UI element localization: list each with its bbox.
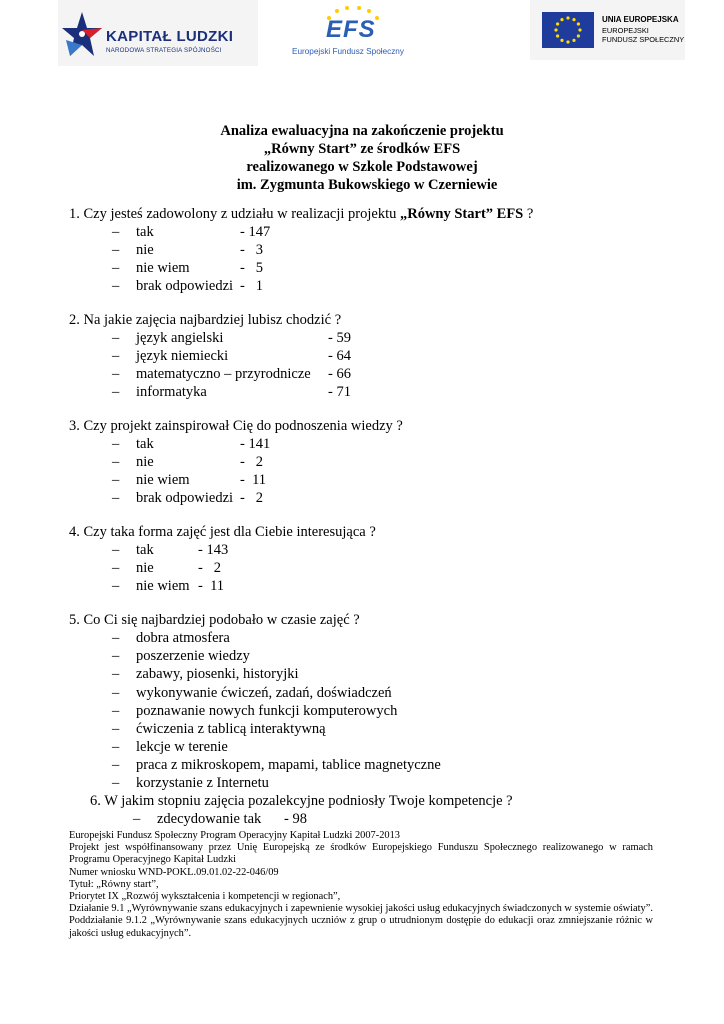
document-title: [0, 122, 724, 194]
list-dash: –: [112, 278, 120, 294]
eu-name: UNIA EUROPEJSKA: [602, 15, 679, 24]
answer-count: - 141: [240, 436, 271, 452]
answer-label: język niemiecki: [136, 348, 229, 364]
eu-fund-line2: FUNDUSZ SPOŁECZNY: [602, 35, 685, 44]
answer-label: nie wiem: [136, 472, 190, 488]
eu-flag-icon: [542, 12, 594, 48]
answer-label: dobra atmosfera: [136, 630, 230, 646]
question-1: [69, 205, 533, 223]
question-3: 3. Czy projekt zainspirował Cię do podnoszenia wiedzy ?: [69, 418, 403, 434]
list-dash: –: [112, 648, 120, 664]
answer-label: poznawanie nowych funkcji komputerowych: [136, 703, 398, 719]
answer-label: korzystanie z Internetu: [136, 775, 269, 791]
answer-count: - 2: [198, 560, 221, 576]
answer-label: nie wiem: [136, 260, 190, 276]
list-dash: –: [112, 542, 120, 558]
answer-label: ćwiczenia z tablicą interaktywną: [136, 721, 326, 737]
answer-label: tak: [136, 436, 154, 452]
question-mark: ?: [523, 206, 534, 222]
answer-count: - 147: [240, 224, 271, 240]
list-dash: –: [112, 775, 120, 791]
answer-label: tak: [136, 224, 154, 240]
answer-count: - 11: [240, 472, 267, 488]
list-dash: –: [112, 366, 120, 382]
efs-wordmark: EFS: [326, 16, 376, 43]
answer-label: nie: [136, 242, 154, 258]
list-dash: –: [112, 436, 120, 452]
list-dash: –: [112, 224, 120, 240]
answer-count: - 2: [240, 454, 263, 470]
kapital-ludzki-star-icon: [62, 10, 102, 60]
eu-fund-line1: EUROPEJSKI: [602, 26, 649, 35]
list-dash: –: [112, 348, 120, 364]
efs-subtitle: Europejski Fundusz Społeczny: [292, 47, 404, 56]
question-2: 2. Na jakie zajęcia najbardziej lubisz chodzić ?: [69, 312, 342, 328]
answer-count: - 2: [240, 490, 263, 506]
footer-line: Działanie 9.1 „Wyrównywanie szans edukacyjnych i zapewnienie wysokiej jakości usług edukacyjnych świadczonych w systemie oświaty”.: [69, 903, 653, 915]
answer-count: - 11: [198, 578, 225, 594]
answer-label: nie: [136, 560, 154, 576]
list-dash: –: [112, 739, 120, 755]
answer-label: zabawy, piosenki, historyjki: [136, 666, 299, 682]
title-line-3: realizowanego w Szkole Podstawowej: [246, 159, 478, 175]
question-4: 4. Czy taka forma zajęć jest dla Ciebie interesująca ?: [69, 524, 376, 540]
answer-label: nie: [136, 454, 154, 470]
list-dash: –: [112, 666, 120, 682]
list-dash: –: [133, 811, 141, 827]
list-dash: –: [112, 454, 120, 470]
answer-label: poszerzenie wiedzy: [136, 648, 250, 664]
efs-logo: [290, 0, 415, 60]
answer-count: - 64: [328, 348, 351, 364]
answer-label: zdecydowanie tak: [157, 811, 262, 827]
answer-count: - 59: [328, 330, 351, 346]
answer-label: brak odpowiedzi: [136, 490, 234, 506]
list-dash: –: [112, 490, 120, 506]
kapital-ludzki-subtitle: NARODOWA STRATEGIA SPÓJNOŚCI: [106, 47, 222, 54]
kapital-ludzki-brand: KAPITAŁ LUDZKI: [106, 28, 234, 45]
list-dash: –: [112, 560, 120, 576]
eu-logo: [530, 0, 685, 60]
list-dash: –: [112, 578, 120, 594]
answer-label: język angielski: [136, 330, 224, 346]
answer-label: brak odpowiedzi: [136, 278, 234, 294]
list-dash: –: [112, 384, 120, 400]
list-dash: –: [112, 330, 120, 346]
list-dash: –: [112, 260, 120, 276]
footer: [69, 830, 653, 940]
question-6: 6. W jakim stopniu zajęcia pozalekcyjne podniosły Twoje kompetencje ?: [90, 793, 513, 809]
footer-line: Priorytet IX „Rozwój wykształcenia i kompetencji w regionach”,: [69, 891, 341, 903]
answer-count: - 143: [198, 542, 229, 558]
question-5: 5. Co Ci się najbardziej podobało w czasie zajęć ?: [69, 612, 360, 628]
answer-count: - 98: [284, 811, 307, 827]
answer-count: - 66: [328, 366, 351, 382]
footer-line: Numer wniosku WND-POKL.09.01.02-22-046/09: [69, 866, 279, 878]
answer-label: wykonywanie ćwiczeń, zadań, doświadczeń: [136, 685, 392, 701]
answer-label: matematyczno – przyrodnicze: [136, 366, 311, 382]
answer-count: - 71: [328, 384, 351, 400]
title-line-4: im. Zygmunta Bukowskiego w Czerniewie: [236, 177, 498, 193]
title-line-2: „Równy Start” ze środków EFS: [263, 141, 461, 157]
answer-count: - 1: [240, 278, 263, 294]
answer-count: - 3: [240, 242, 263, 258]
answer-count: - 5: [240, 260, 263, 276]
answer-label: lekcje w terenie: [136, 739, 228, 755]
footer-line: Poddziałanie 9.1.2 „Wyrównywanie szans edukacyjnych uczniów z grup o utrudnionym dostępie do edukacji oraz zmniejszanie różnic w jakości usług edukacyjnych”.: [69, 915, 653, 939]
question-project-name: „Równy Start” EFS: [399, 206, 524, 222]
answer-label: nie wiem: [136, 578, 190, 594]
list-dash: –: [112, 630, 120, 646]
question-text: 1. Czy jesteś zadowolony z udziału w realizacji projektu: [69, 206, 400, 222]
list-dash: –: [112, 721, 120, 737]
list-dash: –: [112, 472, 120, 488]
list-dash: –: [112, 242, 120, 258]
list-dash: –: [112, 703, 120, 719]
list-dash: –: [112, 685, 120, 701]
answer-label: praca z mikroskopem, mapami, tablice magnetyczne: [136, 757, 441, 773]
footer-line: Europejski Fundusz Społeczny Program Operacyjny Kapitał Ludzki 2007-2013: [69, 830, 400, 841]
answer-label: tak: [136, 542, 154, 558]
title-line-1: Analiza ewaluacyjna na zakończenie projektu: [220, 123, 504, 139]
list-dash: –: [112, 757, 120, 773]
kapital-ludzki-logo: [58, 0, 258, 66]
footer-line: Tytuł: „Równy start”,: [69, 878, 159, 890]
answer-label: informatyka: [136, 384, 207, 400]
footer-line: Projekt jest współfinansowany przez Unię Europejską ze środków Europejskiego Funduszu Społecznego realizowanego w ramach Programu Operacyjnego Kapitał Ludzki: [69, 842, 653, 866]
